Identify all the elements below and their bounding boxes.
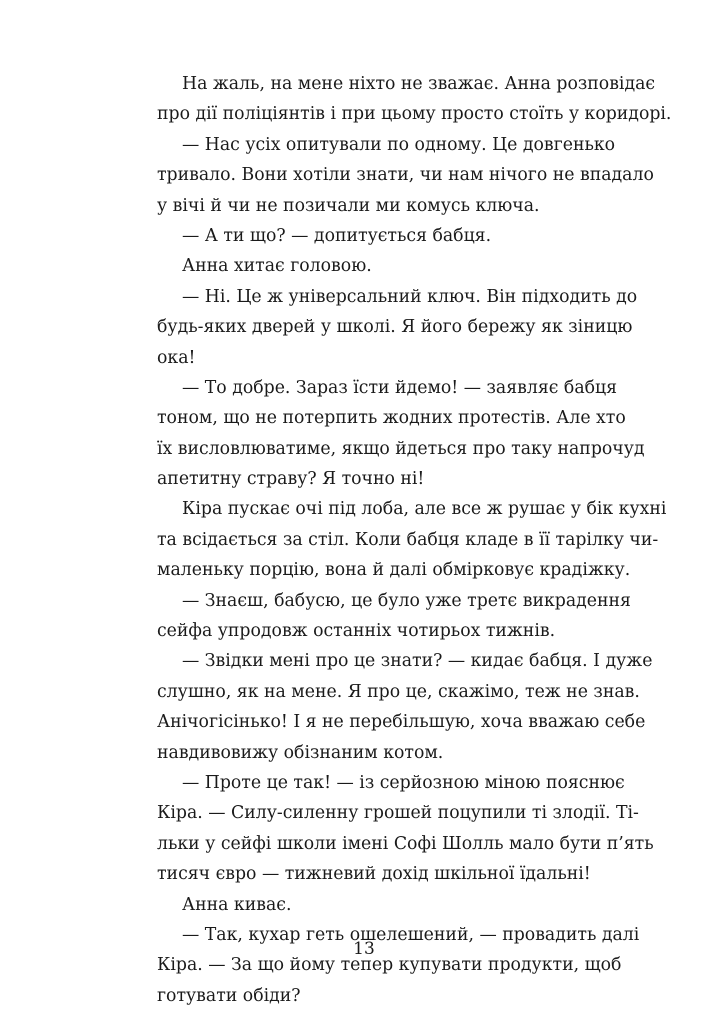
- paragraph: [157, 586, 631, 647]
- text-line: слушно, як на мене. Я про це, скажімо, теж не знав.: [157, 681, 640, 702]
- text-line: Кіра. — За що йому тепер купувати продукти, щоб: [157, 955, 622, 976]
- text-line: льки у сейфі школи імені Софі Шолль мало бути п’ять: [157, 833, 654, 854]
- text-line: — То добре. Зараз їсти йдемо! — заявляє бабця: [182, 377, 618, 398]
- text-line: — А ти що? — допитується бабця.: [182, 225, 492, 246]
- paragraph: [157, 890, 595, 920]
- paragraph: [157, 768, 654, 890]
- text-line: про дії поліціянтів і при цьому просто стоїть у коридорі.: [157, 104, 672, 125]
- text-line: тривало. Вони хотіли знати, чи нам нічого не впадало: [157, 165, 654, 186]
- text-line: сейфа упродовж останніх чотирьох тижнів.: [157, 621, 556, 642]
- paragraph: [157, 130, 654, 221]
- text-line: — Так, кухар геть ошелешений, — провадить далі: [182, 924, 640, 945]
- text-line: готувати обіди?: [157, 985, 301, 1006]
- text-line: ока!: [157, 347, 196, 368]
- paragraph: [157, 494, 667, 585]
- text-line: — Звідки мені про це знати? — кидає бабця. І дуже: [182, 651, 653, 672]
- text-line: Анна киває.: [182, 894, 292, 915]
- text-line: будь-яких дверей у школі. Я його бережу як зіницю: [157, 317, 633, 338]
- paragraph: [157, 920, 640, 1011]
- paragraph: [157, 251, 595, 281]
- text-line: Кіра пускає очі під лоба, але все ж рушає у бік кухні: [182, 499, 667, 520]
- text-line: — Знаєш, бабусю, це було уже третє викрадення: [182, 590, 631, 611]
- text-line: — Проте це так! — із серйозною міною пояснює: [182, 772, 625, 793]
- text-line: — Нас усіх опитували по одному. Це довгенько: [182, 134, 616, 155]
- text-line: тисяч євро — тижневий дохід шкільної їдальні!: [157, 864, 591, 885]
- paragraph: [157, 646, 653, 768]
- paragraph: [157, 282, 638, 373]
- text-line: навдивовижу обізнаним котом.: [157, 742, 444, 763]
- text-line: Анна хитає головою.: [182, 256, 372, 277]
- text-line: їх висловлюватиме, якщо йдеться про таку напрочуд: [157, 438, 645, 459]
- text-line: — Ні. Це ж універсальний ключ. Він підходить до: [182, 286, 638, 307]
- paragraph: [157, 221, 595, 251]
- text-line: апетитну страву? Я точно ні!: [157, 469, 425, 490]
- text-line: у вічі й чи не позичали ми комусь ключа.: [157, 195, 540, 216]
- text-line: Кіра. — Силу-силенну грошей поцупили ті злодії. Ті-: [157, 803, 639, 824]
- page-number: 13: [353, 939, 375, 959]
- body-text: [157, 69, 672, 1011]
- text-line: тоном, що не потерпить жодних протестів. Але хто: [157, 408, 626, 429]
- text-line: та всідається за стіл. Коли бабця кладе в її тарілку чи-: [157, 529, 659, 550]
- text-line: На жаль, на мене ніхто не зважає. Анна розповідає: [182, 74, 656, 94]
- paragraph: [157, 373, 645, 495]
- text-line: маленьку порцію, вона й далі обмірковує крадіжку.: [157, 560, 631, 581]
- text-line: Анічогісінько! І я не перебільшую, хоча вважаю себе: [157, 712, 646, 733]
- paragraph: [157, 69, 672, 130]
